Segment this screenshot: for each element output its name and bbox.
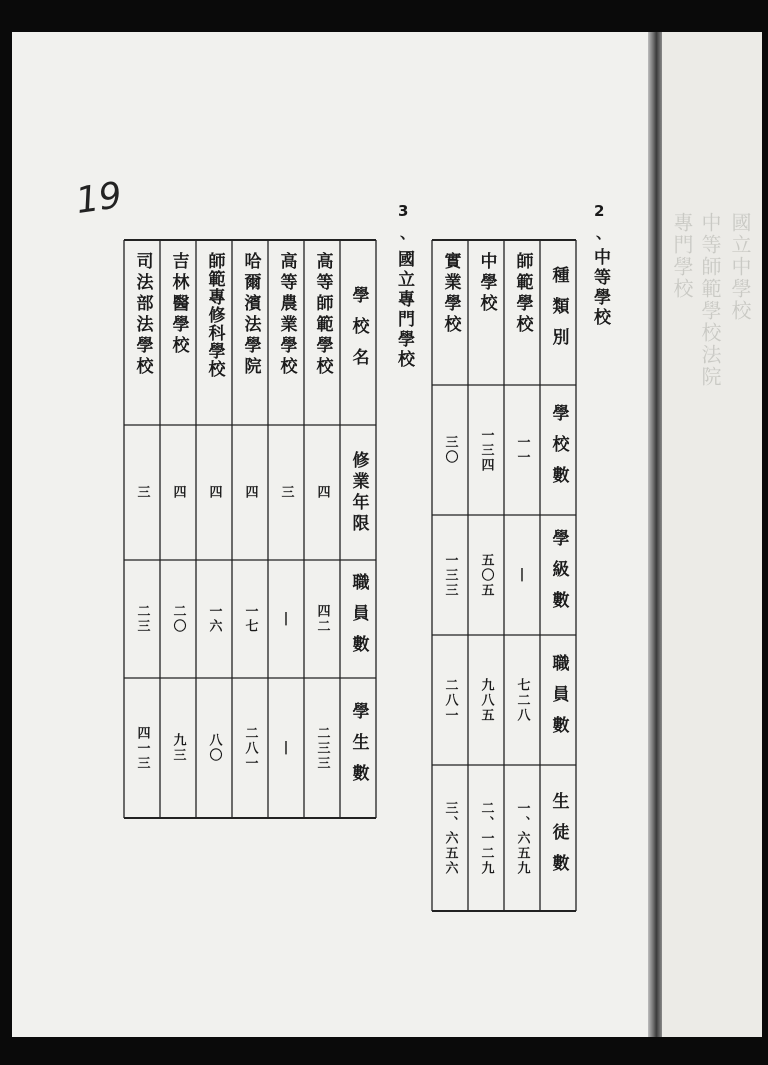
table3-row-students: 八〇	[206, 733, 222, 763]
table3-header-students: 學生數	[348, 701, 369, 795]
bleed-through-text-1: 國立中學校	[728, 212, 752, 322]
table2-row-students: 二、一二九	[478, 800, 494, 876]
table3-row-years: 三	[134, 485, 150, 500]
table3-row-name: 哈爾濱法學院	[240, 252, 261, 378]
table3-row-years: 四	[242, 485, 258, 500]
section3-mark: 、	[400, 224, 416, 242]
table3-row-name: 吉林醫學校	[168, 252, 189, 357]
table3-row-students: 二八一	[242, 725, 258, 771]
table3-header-years: 修業年限	[348, 450, 369, 535]
bleed-through-text-2: 中等師範學校法院	[698, 212, 722, 388]
table3-row-years: 四	[314, 485, 330, 500]
table3-row-students: 九三	[170, 733, 186, 763]
table2-header-type: 種類別	[548, 266, 569, 359]
section3-title: 國立專門學校	[394, 250, 414, 370]
table3-row-name: 司法部法學校	[132, 252, 153, 378]
table2-row-students: 一、六五九	[514, 800, 530, 876]
table2-row-classes: |	[514, 566, 530, 584]
table2-row-classes: 一三三	[442, 552, 458, 598]
table2-row-type: 中學校	[476, 252, 497, 315]
table3-row-staff: 一六	[206, 604, 222, 634]
section3-number: 3	[398, 202, 409, 220]
table2-row-classes: 五〇五	[478, 552, 494, 598]
table2-row-type: 實業學校	[440, 252, 461, 336]
table2-row-schools: 三〇	[442, 435, 458, 465]
section2-mark: 、	[596, 224, 612, 242]
table3-row-staff: 二〇	[170, 604, 186, 634]
table2-row-staff: 九八五	[478, 677, 494, 723]
table3-header-staff: 職員數	[348, 572, 369, 666]
section2-title: 中等學校	[590, 248, 610, 328]
table3-row-years: 四	[206, 485, 222, 500]
table2-row-schools: 一一	[514, 435, 530, 465]
table2-row-schools: 一三四	[478, 427, 494, 473]
page-number: 19	[73, 175, 125, 222]
table2-header-staff: 職員數	[548, 653, 569, 747]
section2-number: 2	[594, 202, 605, 220]
table3-row-staff: 一七	[242, 604, 258, 634]
table3-row-staff: 四二	[314, 604, 330, 634]
table3-row-name: 高等師範學校	[312, 252, 333, 378]
table3-row-staff: 二三	[134, 604, 150, 634]
table2-header-classes: 學級數	[548, 528, 569, 622]
bleed-through-text-3: 專門學校	[670, 212, 694, 300]
table2-header-schools: 學校數	[548, 403, 569, 497]
table2-row-type: 師範學校	[512, 252, 533, 336]
table3-row-years: 四	[170, 485, 186, 500]
table2-row-staff: 二八一	[442, 677, 458, 723]
table2-header-students: 生徒數	[548, 791, 569, 885]
table3-row-name: 師範專修科學校	[204, 252, 225, 378]
table2-row-students: 三、六五六	[442, 800, 458, 876]
table3-row-name: 高等農業學校	[276, 252, 297, 378]
table3-row-years: 三	[278, 485, 294, 500]
table3-row-staff: |	[278, 610, 294, 628]
table3-row-students: 四一三	[134, 725, 150, 771]
table2-row-staff: 七二八	[514, 677, 530, 723]
table3-header-name: 學校名	[348, 286, 369, 379]
table3-row-students: 二三三	[314, 725, 330, 771]
table3-row-students: |	[278, 739, 294, 757]
